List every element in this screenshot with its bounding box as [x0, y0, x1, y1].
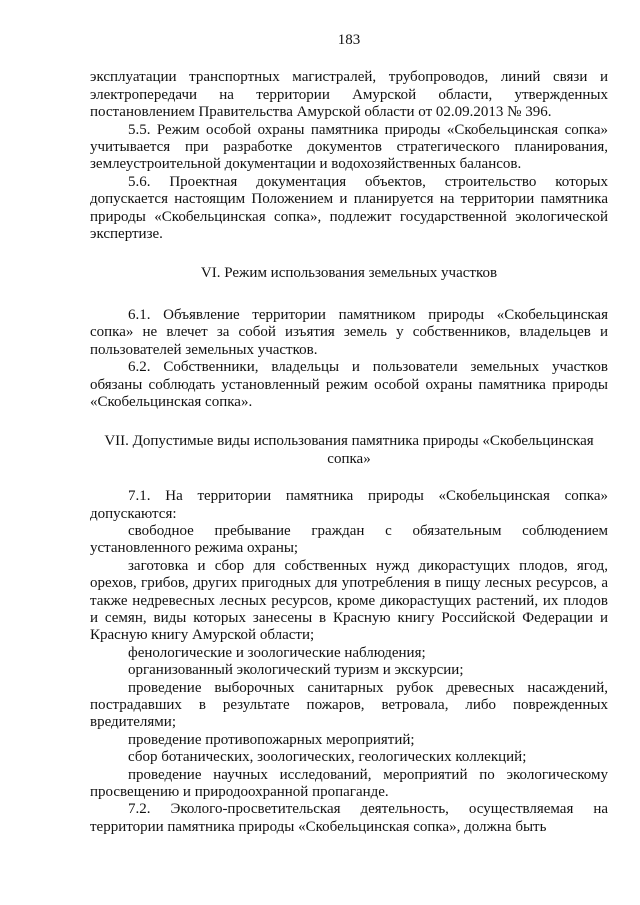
list-item: свободное пребывание граждан с обязательным соблюдением установленного режима охраны; [90, 522, 608, 557]
section-7-heading-line1: VII. Допустимые виды использования памятника природы «Скобельцинская [104, 433, 594, 450]
list-item: проведение противопожарных мероприятий; [128, 731, 415, 748]
list-item: фенологические и зоологические наблюдения; [128, 644, 426, 661]
list-item: заготовка и сбор для собственных нужд дикорастущих плодов, ягод, орехов, грибов, других пригодных для употребления в пищу лесных ресурсов, а также недревесных лесных ресурсов, кроме дикорастущих растений, их плодов и семян, виды которых занесены в Красную книгу Российской Федерации и Красную книгу Амурской области; [90, 557, 608, 644]
section-6-heading: VI. Режим использования земельных участков [200, 265, 498, 282]
paragraph-7-2: 7.2. Эколого-просветительская деятельность, осуществляемая на территории памятника природы «Скобельцинская сопка», должна быть [90, 801, 608, 835]
list-item: проведение научных исследований, мероприятий по экологическому просвещению и природоохранной пропаганде. [90, 766, 608, 801]
paragraph-7-1: 7.1. На территории памятника природы «Скобельцинская сопка» допускаются: [90, 488, 608, 522]
document-page [90, 32, 608, 836]
list-item: сбор ботанических, зоологических, геологических коллекций; [128, 749, 527, 766]
section-7-heading-line2: сопка» [327, 450, 371, 467]
paragraph-continuation: эксплуатации транспортных магистралей, трубопроводов, линий связи и электропередачи на территории Амурской области, утвержденных постановлением Правительства Амурской области от 02.09.2013 № 396. [90, 69, 608, 121]
paragraph-5-5: 5.5. Режим особой охраны памятника природы «Скобельцинская сопка» учитывается при разработке документов стратегического планирования, землеустроительной документации и водохозяйственных балансов. [90, 121, 608, 173]
page-number: 183 [337, 32, 361, 48]
paragraph-5-6: 5.6. Проектная документация объектов, строительство которых допускается настоящим Положением и планируется на территории памятника природы «Скобельцинская сопка», подлежит государственной экологической экспертизе. [90, 173, 608, 243]
paragraph-6-1: 6.1. Объявление территории памятником природы «Скобельцинская сопка» не влечет за собой изъятия земель у собственников, владельцев и пользователей земельных участков. [90, 306, 608, 358]
section-7-heading [90, 433, 608, 468]
paragraph-6-2: 6.2. Собственники, владельцы и пользователи земельных участков обязаны соблюдать установленный режим особой охраны памятника природы «Скобельцинская сопка». [90, 359, 608, 410]
list-item: организованный экологический туризм и экскурсии; [128, 662, 464, 679]
list-item: проведение выборочных санитарных рубок древесных насаждений, пострадавших в результате пожаров, ветровала, либо поврежденных вредителями; [90, 679, 608, 731]
